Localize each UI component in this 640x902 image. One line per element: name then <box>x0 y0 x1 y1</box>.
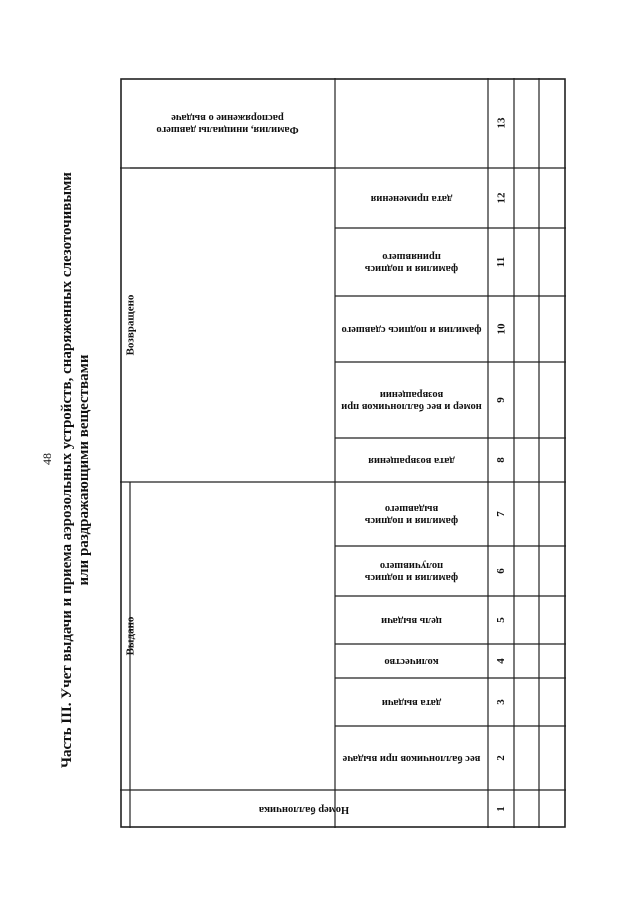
col-12-header: дата применения <box>370 193 453 204</box>
col-11-header: фамилия и подпись принявшего <box>364 251 459 274</box>
col-5-number: 5 <box>495 617 507 623</box>
col-6-number: 6 <box>495 568 507 574</box>
col-9-header: номер и вес баллончиков при возвращении <box>341 389 482 412</box>
col-8-number: 8 <box>495 457 507 463</box>
col-5-header: цель выдачи <box>381 615 442 626</box>
col-4-number: 4 <box>495 658 507 664</box>
col-13-number: 13 <box>495 117 507 129</box>
page-number: 48 <box>40 453 54 465</box>
col-13-header: Фамилия, инициалы давшего распоряжение о выдаче <box>156 112 299 135</box>
col-11-number: 11 <box>495 256 507 268</box>
col-2-header: вес баллончиков при выдаче <box>342 753 481 764</box>
group-returned-label-cell <box>120 168 140 482</box>
group-returned-label: Возвращено <box>124 294 137 356</box>
section-title-line-2: или раздражающими веществами <box>76 354 92 586</box>
col-1-header: Номер баллончика <box>258 804 350 815</box>
col-6-header: фамилия и подпись получившего <box>364 560 459 583</box>
section-title-line-1: Часть III. Учет выдачи и приема аэрозольных устройств, снаряженных слезоточивыми <box>59 172 75 768</box>
col-8-header: дата возвращения <box>368 455 455 466</box>
col-3-number: 3 <box>495 699 507 705</box>
col-1-number: 1 <box>495 806 507 812</box>
section-title <box>59 170 93 770</box>
group-issued-label-cell <box>120 482 140 790</box>
col-2-number: 2 <box>495 755 507 761</box>
col-3-header: дата выдачи <box>381 697 442 708</box>
col-4-header: количество <box>384 656 439 667</box>
col-12-number: 12 <box>495 192 507 204</box>
ledger-table <box>120 78 566 828</box>
col-9-number: 9 <box>495 397 507 403</box>
col-7-number: 7 <box>495 511 507 517</box>
col-10-number: 10 <box>495 323 507 335</box>
col-10-header: фамилия и подпись сдавшего <box>341 324 482 335</box>
col-7-header: фамилия и подпись выдавшего <box>364 503 459 526</box>
group-issued-label: Выдано <box>124 616 137 656</box>
